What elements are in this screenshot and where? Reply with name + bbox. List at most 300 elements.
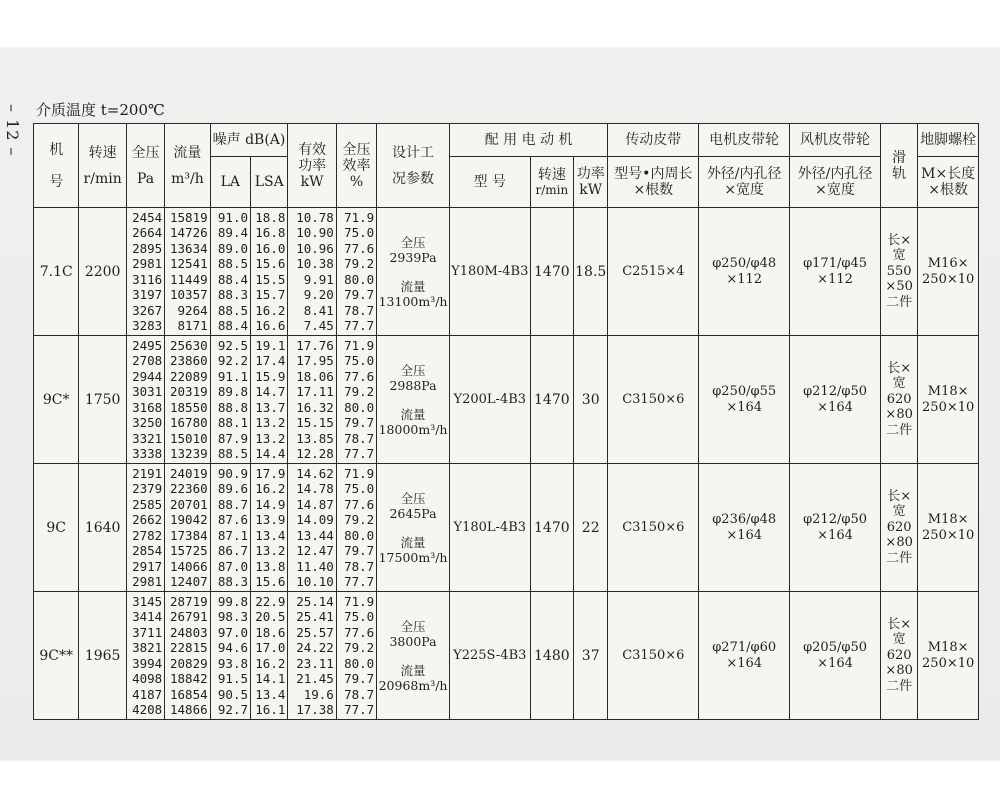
header-noise-lsa: LSA — [251, 157, 288, 208]
noise-la-cell-value: 89.6 — [217, 481, 249, 497]
noise-lsa-cell-value: 13.7 — [255, 399, 286, 415]
noise-lsa-cell-value: 14.7 — [255, 384, 286, 400]
motor-speed-cell: 1470 — [530, 464, 573, 592]
flow-cell-value: 14726 — [170, 225, 208, 241]
power-cell-value: 12.28 — [296, 446, 334, 462]
page-number: – 12 – — [3, 104, 22, 157]
slide-rail-cell-line: 620 — [886, 391, 912, 407]
efficiency-cell-value: 75.0 — [344, 609, 375, 625]
noise-la-cell — [210, 208, 250, 336]
motor-pulley-cell-line: φ250/φ55 — [712, 383, 777, 399]
efficiency-cell — [336, 336, 376, 464]
power-cell-value: 9.91 — [303, 271, 334, 287]
noise-la-cell-value: 98.3 — [217, 609, 249, 625]
efficiency-cell-value: 79.2 — [344, 384, 375, 400]
efficiency-cell-value: 78.7 — [344, 430, 375, 446]
slide-rail-cell-line: 二件 — [886, 678, 913, 694]
design-condition-cell-line: 流量 — [400, 278, 426, 294]
fan-pulley-cell-line: φ171/φ45 — [803, 255, 868, 271]
noise-la-cell-value: 88.3 — [217, 574, 249, 590]
slide-rail-cell-line: 宽 — [892, 376, 906, 392]
anchor-bolt-cell — [918, 208, 979, 336]
model-cell: 9C* — [34, 336, 79, 464]
flow-cell-value: 9264 — [177, 302, 208, 318]
noise-la-cell-value: 92.7 — [217, 702, 249, 718]
design-condition-cell-line: 2988Pa — [389, 377, 437, 393]
noise-la-cell-value: 89.4 — [217, 225, 249, 241]
noise-la-cell-value: 88.5 — [217, 302, 249, 318]
slide-rail-cell-line: 宽 — [892, 248, 906, 264]
efficiency-cell-value: 79.7 — [344, 415, 375, 431]
motor-pulley-cell-line: φ236/φ48 — [712, 511, 777, 527]
flow-cell-value: 22815 — [170, 640, 208, 656]
flow-cell-value: 16854 — [170, 686, 208, 702]
header-anchor-bolt-spec: M×长度 ×根数 — [918, 157, 979, 208]
efficiency-cell-value: 77.6 — [344, 240, 375, 256]
noise-la-cell-value: 99.8 — [217, 593, 249, 609]
noise-la-cell-value: 91.1 — [217, 368, 249, 384]
noise-lsa-cell-value: 19.1 — [255, 337, 286, 353]
pressure-cell-value: 3821 — [132, 640, 163, 656]
flow-cell-value: 24019 — [170, 465, 208, 481]
flow-cell-value: 11449 — [170, 271, 208, 287]
efficiency-cell — [336, 464, 376, 592]
power-cell-value: 24.22 — [296, 640, 334, 656]
efficiency-cell-value: 77.7 — [344, 446, 375, 462]
pressure-cell-value: 3250 — [132, 415, 163, 431]
noise-lsa-cell-value: 16.8 — [255, 225, 286, 241]
slide-rail-cell — [880, 336, 917, 464]
noise-lsa-cell-value: 13.2 — [255, 543, 286, 559]
noise-lsa-cell-value: 22.9 — [255, 593, 286, 609]
noise-la-cell — [210, 464, 250, 592]
motor-pulley-cell-line: ×164 — [726, 655, 763, 671]
pressure-cell-value: 3116 — [132, 271, 163, 287]
noise-lsa-cell-value: 18.8 — [255, 209, 286, 225]
power-cell-value: 17.76 — [296, 337, 334, 353]
fan-pulley-cell-line: ×164 — [817, 655, 853, 671]
flow-cell — [165, 336, 210, 464]
noise-lsa-cell-value: 13.9 — [255, 512, 286, 528]
power-cell-value: 21.45 — [296, 671, 334, 687]
anchor-bolt-cell-line: M16× — [927, 255, 969, 271]
pressure-cell-value: 2981 — [132, 256, 163, 272]
header-design-condition: 设计工 况参数 — [377, 124, 450, 208]
slide-rail-cell-line: 宽 — [892, 632, 906, 648]
slide-rail-cell-line: ×80 — [885, 663, 913, 679]
efficiency-cell-value: 77.6 — [344, 496, 375, 512]
pressure-cell-value: 2664 — [132, 225, 163, 241]
efficiency-cell-value: 77.7 — [344, 318, 375, 334]
header-noise-la: LA — [210, 157, 250, 208]
flow-cell-value: 10357 — [170, 287, 208, 303]
slide-rail-cell — [880, 208, 917, 336]
pressure-cell-value: 2917 — [132, 558, 163, 574]
design-condition-cell-line: 流量 — [400, 406, 426, 422]
pressure-cell — [126, 464, 164, 592]
noise-lsa-cell-value: 16.1 — [255, 702, 286, 718]
fan-pulley-cell — [790, 464, 881, 592]
flow-cell-value: 14066 — [170, 558, 208, 574]
power-cell-value: 11.40 — [296, 558, 334, 574]
flow-cell-value: 18550 — [170, 399, 208, 415]
design-condition-cell-line: 17500m³/h — [378, 549, 448, 565]
efficiency-cell-value: 75.0 — [344, 353, 375, 369]
power-cell-value: 12.47 — [296, 543, 334, 559]
pressure-cell-value: 3267 — [132, 302, 163, 318]
power-cell-value: 14.78 — [296, 481, 334, 497]
medium-temperature-note: 介质温度 t=200℃ — [36, 101, 165, 119]
motor-pulley-cell — [699, 336, 790, 464]
header-fan-pulley-spec: 外径/内孔径 ×宽度 — [790, 157, 881, 208]
flow-cell-value: 19042 — [170, 512, 208, 528]
noise-lsa-cell-value: 16.6 — [255, 318, 286, 334]
noise-la-cell-value: 91.5 — [217, 671, 249, 687]
efficiency-cell-value: 80.0 — [344, 527, 375, 543]
efficiency-cell-value: 71.9 — [344, 337, 375, 353]
noise-la-cell-value: 88.5 — [217, 446, 249, 462]
fan-performance-table — [33, 123, 979, 720]
flow-cell-value: 20829 — [170, 655, 208, 671]
power-cell-value: 19.6 — [303, 686, 334, 702]
header-total-pressure: 全压 Pa — [126, 124, 164, 208]
design-condition-cell-line: 全压 — [400, 490, 426, 506]
table-body — [34, 208, 979, 720]
noise-lsa-cell-value: 15.6 — [255, 574, 286, 590]
speed-cell: 1750 — [79, 336, 126, 464]
motor-pulley-cell — [699, 592, 790, 720]
model-cell: 9C** — [34, 592, 79, 720]
power-cell-value: 17.38 — [296, 702, 334, 718]
flow-cell — [165, 592, 210, 720]
design-condition-cell-line: 2939Pa — [389, 249, 437, 265]
power-cell-value: 10.90 — [296, 225, 334, 241]
noise-la-cell-value: 90.5 — [217, 686, 249, 702]
design-condition-cell-line: 流量 — [400, 534, 426, 550]
noise-la-cell-value: 92.2 — [217, 353, 249, 369]
pressure-cell-value: 3994 — [132, 655, 163, 671]
slide-rail-cell-line: 550 — [886, 263, 912, 279]
noise-la-cell — [210, 336, 250, 464]
pressure-cell-value: 2944 — [132, 368, 163, 384]
noise-la-cell — [210, 592, 250, 720]
slide-rail-cell-line: 620 — [886, 647, 912, 663]
motor-speed-cell: 1470 — [530, 336, 573, 464]
motor-type-cell: Y200L-4B3 — [449, 336, 530, 464]
power-cell-value: 25.41 — [296, 609, 334, 625]
design-condition-cell-line: 全压 — [400, 618, 426, 634]
noise-la-cell-value: 93.8 — [217, 655, 249, 671]
flow-cell-value: 20319 — [170, 384, 208, 400]
noise-la-cell-value: 88.5 — [217, 256, 249, 272]
slide-rail-cell-line: 长× — [887, 232, 912, 248]
power-cell-value: 25.14 — [296, 593, 334, 609]
noise-lsa-cell-value: 17.4 — [255, 353, 286, 369]
fan-pulley-cell — [790, 208, 881, 336]
slide-rail-cell-line: ×80 — [885, 407, 913, 423]
header-anchor-bolt: 地脚螺栓 — [918, 124, 979, 157]
pressure-cell-value: 2708 — [132, 353, 163, 369]
noise-lsa-cell-value: 13.8 — [255, 558, 286, 574]
noise-la-cell-value: 97.0 — [217, 624, 249, 640]
power-cell — [288, 464, 336, 592]
pressure-cell-value: 2191 — [132, 465, 163, 481]
power-cell-value: 25.57 — [296, 624, 334, 640]
efficiency-cell-value: 80.0 — [344, 399, 375, 415]
power-cell-value: 17.11 — [296, 384, 334, 400]
power-cell — [288, 592, 336, 720]
pressure-cell-value: 2495 — [132, 337, 163, 353]
power-cell-value: 18.06 — [296, 368, 334, 384]
power-cell-value: 13.85 — [296, 430, 334, 446]
header-slide-rail: 滑 轨 — [880, 124, 917, 208]
power-cell-value: 15.15 — [296, 415, 334, 431]
efficiency-cell-value: 79.2 — [344, 512, 375, 528]
efficiency-cell-value: 71.9 — [344, 465, 375, 481]
noise-lsa-cell-value: 18.6 — [255, 624, 286, 640]
power-cell-value: 10.38 — [296, 256, 334, 272]
header-flow: 流量 m³/h — [165, 124, 210, 208]
anchor-bolt-cell-line: M18× — [927, 639, 969, 655]
noise-lsa-cell-value: 14.1 — [255, 671, 286, 687]
belt-cell: C2515×4 — [608, 208, 699, 336]
noise-la-cell-value: 86.7 — [217, 543, 249, 559]
pressure-cell-value: 4098 — [132, 671, 163, 687]
noise-la-cell-value: 87.1 — [217, 527, 249, 543]
fan-pulley-cell-line: ×164 — [817, 527, 853, 543]
design-condition-cell-line: 13100m³/h — [378, 293, 448, 309]
pressure-cell-value: 3031 — [132, 384, 163, 400]
slide-rail-cell-line: 620 — [886, 519, 912, 535]
noise-la-cell-value: 88.8 — [217, 399, 249, 415]
motor-pulley-cell-line: φ250/φ48 — [712, 255, 777, 271]
slide-rail-cell — [880, 592, 917, 720]
pressure-cell-value: 3145 — [132, 593, 163, 609]
noise-lsa-cell — [251, 464, 288, 592]
motor-type-cell: Y180L-4B3 — [449, 464, 530, 592]
noise-lsa-cell-value: 13.4 — [255, 686, 286, 702]
noise-la-cell-value: 91.0 — [217, 209, 249, 225]
fan-pulley-cell — [790, 592, 881, 720]
noise-lsa-cell — [251, 592, 288, 720]
noise-la-cell-value: 87.9 — [217, 430, 249, 446]
model-cell: 9C — [34, 464, 79, 592]
efficiency-cell-value: 77.6 — [344, 368, 375, 384]
pressure-cell-value: 2854 — [132, 543, 163, 559]
flow-cell-value: 15010 — [170, 430, 208, 446]
noise-la-cell-value: 89.0 — [217, 240, 249, 256]
noise-lsa-cell-value: 13.2 — [255, 415, 286, 431]
noise-la-cell-value: 88.7 — [217, 496, 249, 512]
efficiency-cell-value: 78.7 — [344, 686, 375, 702]
noise-la-cell-value: 88.1 — [217, 415, 249, 431]
anchor-bolt-cell-line: 250×10 — [922, 527, 975, 543]
pressure-cell-value: 3414 — [132, 609, 163, 625]
pressure-cell-value: 3338 — [132, 446, 163, 462]
pressure-cell-value: 3711 — [132, 624, 163, 640]
header-motor-pulley-spec: 外径/内孔径 ×宽度 — [699, 157, 790, 208]
speed-cell: 2200 — [79, 208, 126, 336]
efficiency-cell-value: 78.7 — [344, 302, 375, 318]
fan-pulley-cell-line: ×112 — [817, 271, 853, 287]
flow-cell — [165, 464, 210, 592]
design-condition-cell — [377, 336, 450, 464]
noise-la-cell-value: 94.6 — [217, 640, 249, 656]
flow-cell-value: 13634 — [170, 240, 208, 256]
efficiency-cell-value: 77.7 — [344, 702, 375, 718]
efficiency-cell-value: 79.7 — [344, 543, 375, 559]
design-condition-cell-line: 2645Pa — [389, 505, 437, 521]
flow-cell-value: 12407 — [170, 574, 208, 590]
noise-la-cell-value: 89.8 — [217, 384, 249, 400]
efficiency-cell-value: 77.6 — [344, 624, 375, 640]
fan-pulley-cell-line: φ212/φ50 — [803, 383, 868, 399]
noise-la-cell-value: 92.5 — [217, 337, 249, 353]
power-cell-value: 10.78 — [296, 209, 334, 225]
efficiency-cell — [336, 592, 376, 720]
motor-power-cell: 37 — [574, 592, 608, 720]
flow-cell-value: 28719 — [170, 593, 208, 609]
power-cell — [288, 336, 336, 464]
noise-lsa-cell-value: 15.5 — [255, 271, 286, 287]
header-speed: 转速 r/min — [79, 124, 126, 208]
slide-rail-cell-line: ×50 — [885, 279, 913, 295]
design-condition-cell-line: 3800Pa — [389, 633, 437, 649]
noise-lsa-cell-value: 13.4 — [255, 527, 286, 543]
anchor-bolt-cell — [918, 464, 979, 592]
header-motor-power: 功率 kW — [574, 157, 608, 208]
noise-la-cell-value: 88.4 — [217, 318, 249, 334]
motor-power-cell: 30 — [574, 336, 608, 464]
pressure-cell — [126, 336, 164, 464]
flow-cell-value: 25630 — [170, 337, 208, 353]
flow-cell — [165, 208, 210, 336]
design-condition-cell — [377, 464, 450, 592]
noise-lsa-cell — [251, 336, 288, 464]
noise-lsa-cell-value: 16.2 — [255, 302, 286, 318]
flow-cell-value: 15725 — [170, 543, 208, 559]
power-cell-value: 8.41 — [303, 302, 334, 318]
noise-lsa-cell-value: 15.6 — [255, 256, 286, 272]
flow-cell-value: 8171 — [177, 318, 208, 334]
belt-cell: C3150×6 — [608, 336, 699, 464]
motor-pulley-cell-line: ×112 — [726, 271, 763, 287]
motor-pulley-cell — [699, 464, 790, 592]
flow-cell-value: 12541 — [170, 256, 208, 272]
slide-rail-cell-line: 二件 — [886, 294, 913, 310]
noise-lsa-cell-value: 17.0 — [255, 640, 286, 656]
header-effective-power: 有效 功率 kW — [288, 124, 336, 208]
flow-cell-value: 17384 — [170, 527, 208, 543]
power-cell — [288, 208, 336, 336]
motor-speed-cell: 1470 — [530, 208, 573, 336]
efficiency-cell-value: 79.7 — [344, 287, 375, 303]
noise-lsa-cell-value: 15.7 — [255, 287, 286, 303]
anchor-bolt-cell-line: 250×10 — [922, 271, 975, 287]
anchor-bolt-cell — [918, 336, 979, 464]
design-condition-cell-line: 流量 — [400, 662, 426, 678]
header-motor: 配 用 电 动 机 — [449, 124, 608, 157]
pressure-cell-value: 3283 — [132, 318, 163, 334]
pressure-cell-value: 2782 — [132, 527, 163, 543]
header-noise: 噪声 dB(A) — [210, 124, 288, 157]
table-row — [34, 336, 979, 464]
slide-rail-cell — [880, 464, 917, 592]
power-cell-value: 10.10 — [296, 574, 334, 590]
flow-cell-value: 22089 — [170, 368, 208, 384]
noise-lsa-cell-value: 16.0 — [255, 240, 286, 256]
design-condition-cell — [377, 208, 450, 336]
design-condition-cell-line: 全压 — [400, 362, 426, 378]
efficiency-cell-value: 79.2 — [344, 640, 375, 656]
power-cell-value: 7.45 — [303, 318, 334, 334]
header-motor-pulley: 电机皮带轮 — [699, 124, 790, 157]
noise-lsa-cell-value: 16.2 — [255, 481, 286, 497]
pressure-cell — [126, 592, 164, 720]
pressure-cell-value: 2662 — [132, 512, 163, 528]
pressure-cell-value: 2585 — [132, 496, 163, 512]
flow-cell-value: 24803 — [170, 624, 208, 640]
motor-pulley-cell — [699, 208, 790, 336]
motor-power-cell: 18.5 — [574, 208, 608, 336]
belt-cell: C3150×6 — [608, 464, 699, 592]
anchor-bolt-cell — [918, 592, 979, 720]
efficiency-cell-value: 79.2 — [344, 256, 375, 272]
noise-lsa-cell-value: 16.2 — [255, 655, 286, 671]
power-cell-value: 17.95 — [296, 353, 334, 369]
header-belt: 传动皮带 — [608, 124, 699, 157]
pressure-cell-value: 2454 — [132, 209, 163, 225]
noise-lsa-cell-value: 13.2 — [255, 430, 286, 446]
efficiency-cell-value: 75.0 — [344, 481, 375, 497]
efficiency-cell — [336, 208, 376, 336]
design-condition-cell — [377, 592, 450, 720]
noise-lsa-cell-value: 15.9 — [255, 368, 286, 384]
pressure-cell-value: 3168 — [132, 399, 163, 415]
belt-cell: C3150×6 — [608, 592, 699, 720]
efficiency-cell-value: 80.0 — [344, 271, 375, 287]
noise-la-cell-value: 88.3 — [217, 287, 249, 303]
efficiency-cell-value: 71.9 — [344, 593, 375, 609]
flow-cell-value: 20701 — [170, 496, 208, 512]
power-cell-value: 13.44 — [296, 527, 334, 543]
pressure-cell-value: 3321 — [132, 430, 163, 446]
motor-type-cell: Y225S-4B3 — [449, 592, 530, 720]
flow-cell-value: 26791 — [170, 609, 208, 625]
flow-cell-value: 13239 — [170, 446, 208, 462]
design-condition-cell-line: 18000m³/h — [378, 421, 448, 437]
speed-cell: 1965 — [79, 592, 126, 720]
flow-cell-value: 22360 — [170, 481, 208, 497]
noise-lsa-cell-value: 14.9 — [255, 496, 286, 512]
fan-pulley-cell-line: φ205/φ50 — [803, 639, 868, 655]
motor-speed-cell: 1480 — [530, 592, 573, 720]
power-cell-value: 14.62 — [296, 465, 334, 481]
header-model: 机 号 — [34, 124, 79, 208]
power-cell-value: 14.87 — [296, 496, 334, 512]
table-row — [34, 208, 979, 336]
flow-cell-value: 23860 — [170, 353, 208, 369]
noise-la-cell-value: 88.4 — [217, 271, 249, 287]
power-cell-value: 14.09 — [296, 512, 334, 528]
power-cell-value: 10.96 — [296, 240, 334, 256]
slide-rail-cell-line: 长× — [887, 360, 912, 376]
power-cell-value: 16.32 — [296, 399, 334, 415]
efficiency-cell-value: 71.9 — [344, 209, 375, 225]
header-motor-speed: 转速 r/min — [530, 157, 573, 208]
noise-la-cell-value: 87.6 — [217, 512, 249, 528]
pressure-cell-value: 4208 — [132, 702, 163, 718]
